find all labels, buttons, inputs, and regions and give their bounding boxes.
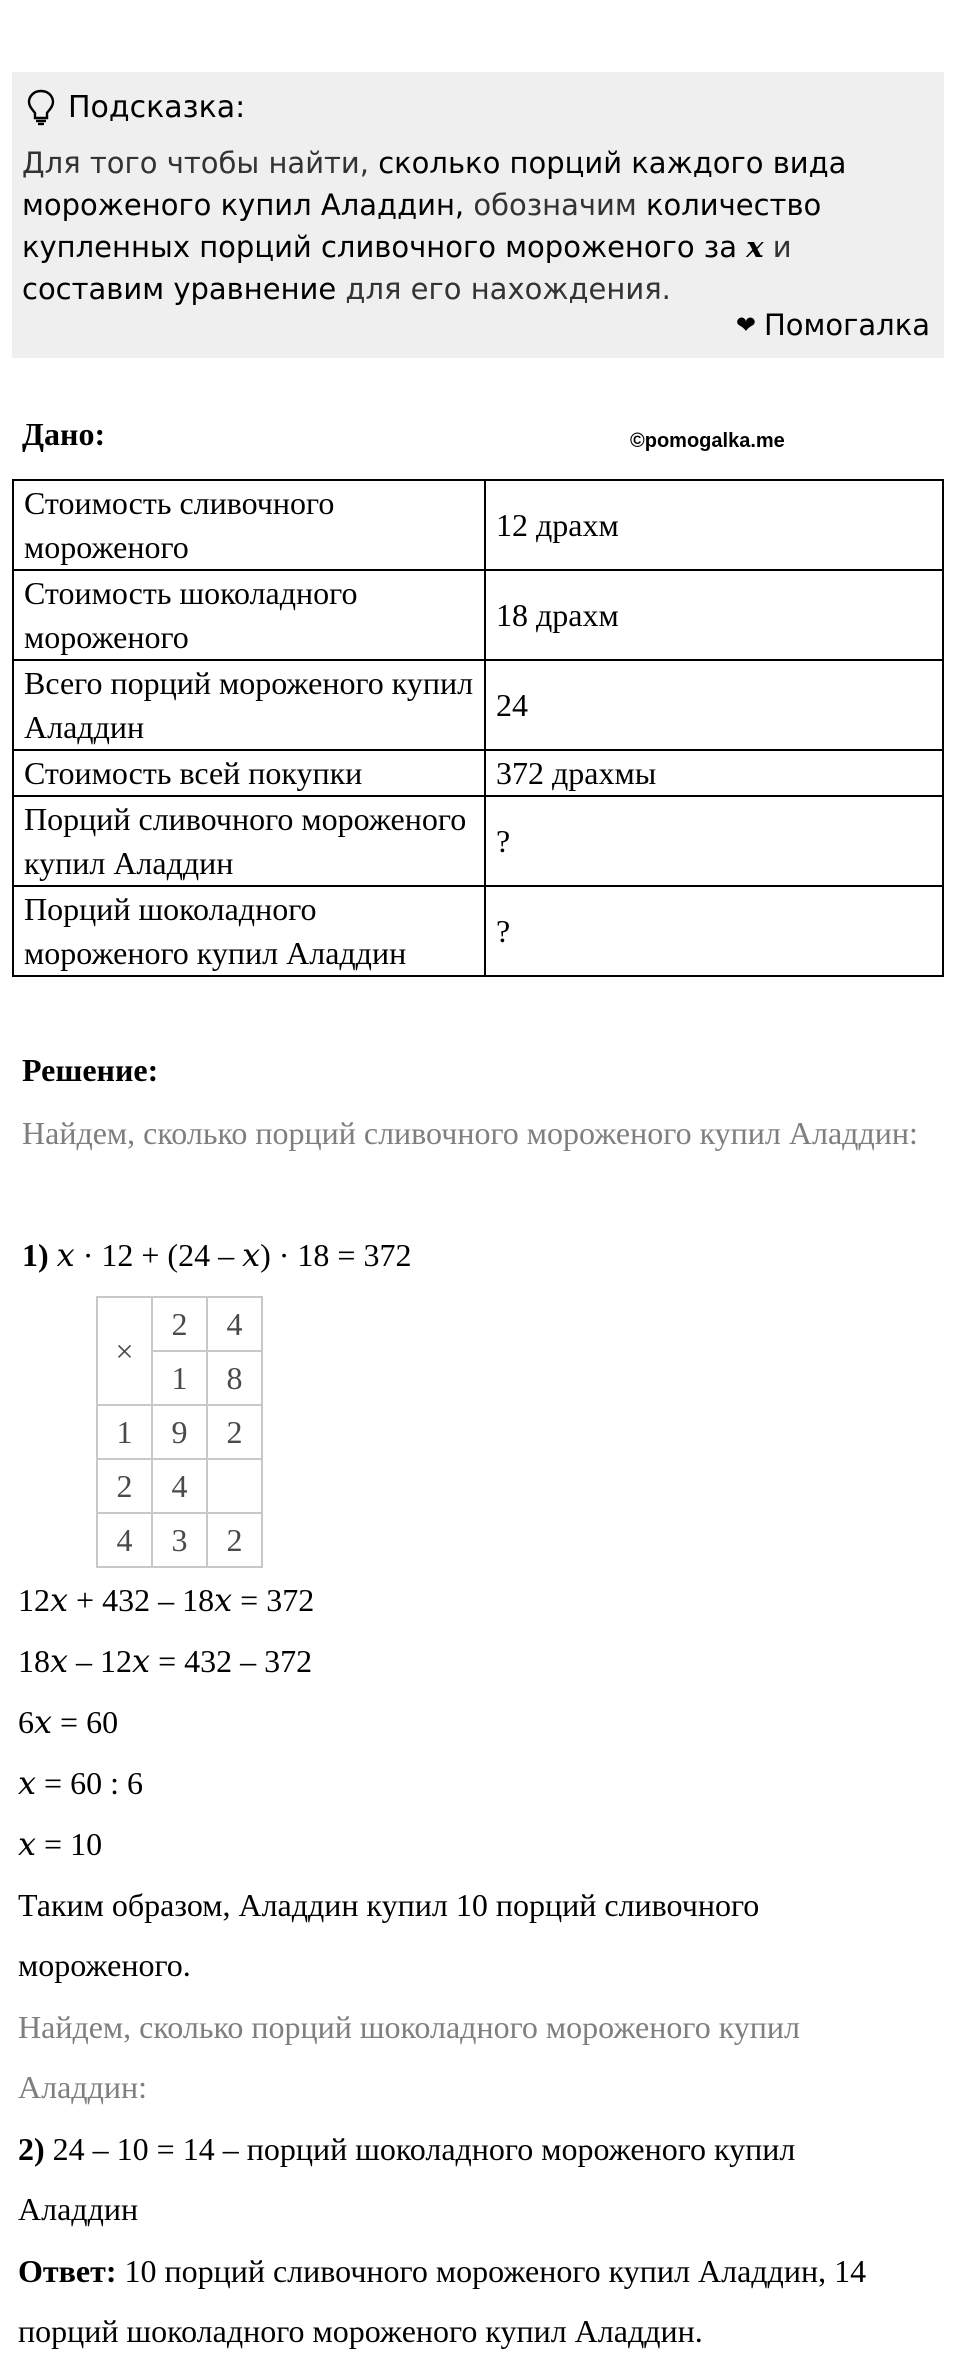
step-number: 2) [18,2131,45,2167]
mult-digit: 2 [207,1405,262,1459]
brand-signature [736,308,930,342]
mult-digit: 8 [207,1351,262,1405]
mult-digit: 1 [97,1405,152,1459]
hint-text [22,142,932,310]
table-row [13,886,943,976]
equation-part: + 432 – 18 [68,1582,215,1618]
table-row [13,660,943,750]
variable-x: x [34,1703,53,1741]
given-title: Дано: [22,416,106,452]
mult-row [97,1297,262,1351]
column-multiplication [96,1296,263,1568]
step-2-text: 24 – 10 = 14 – порций шоколадного мороженого купил Аладдин [18,2131,796,2227]
variable-x: x [50,1642,69,1680]
hint-text-part: обозначим [464,188,646,222]
mult-row [97,1459,262,1513]
variable-x: x [242,1236,261,1274]
answer [18,2241,938,2361]
solution-title: Решение: [22,1052,159,1088]
mult-digit: 2 [152,1297,207,1351]
watermark: ©pomogalka.me [630,430,785,452]
hint-header [26,82,245,132]
mult-digit: 2 [207,1513,262,1567]
variable-x: x [132,1642,151,1680]
table-cell-value: 12 драхм [485,480,943,570]
table-row [13,796,943,886]
equation-line [18,1814,102,1874]
answer-label: Ответ: [18,2253,117,2289]
brand-name: Помогалка [764,308,930,342]
equation-part: – 12 [68,1643,133,1679]
table-row [13,750,943,796]
table-cell-value: 372 драхмы [485,750,943,796]
mult-digit: 3 [152,1513,207,1567]
equation-line [18,1631,312,1691]
hint-title: Подсказка: [68,89,246,125]
table-cell-value: ? [485,796,943,886]
equation-part: 18 [18,1643,50,1679]
variable-x: x [18,1825,37,1863]
table-row [13,570,943,660]
table-cell-label: Стоимость шоколадного мороженого [13,570,485,660]
table-cell-label: Порций сливочного мороженого купил Аладдин [13,796,485,886]
multiply-sign: × [97,1297,152,1405]
table-cell-label: Стоимость сливочного мороженого [13,480,485,570]
solution-intro-1: Найдем, сколько порций сливочного мороженого купил Аладдин: [22,1115,918,1151]
step-1-equation [22,1225,411,1285]
equation-part: · 12 + (24 – [74,1237,243,1273]
hint-emphasis: количество купленных порций сливочного мороженого за [22,188,822,264]
equation-part: ) · 18 = 372 [260,1237,412,1273]
table-cell-label: Стоимость всей покупки [13,750,485,796]
mult-digit: 4 [97,1513,152,1567]
variable-x: x [50,1581,69,1619]
hint-emphasis: составим уравнение [22,272,337,306]
table-cell-value: 24 [485,660,943,750]
step-2-equation [18,2119,918,2239]
hint-text-part: для его нахождения. [336,272,671,306]
hint-emphasis: сколько порций каждого вида мороженого купил Аладдин, [22,146,847,222]
variable-x: x [214,1581,233,1619]
equation-line [18,1692,118,1752]
mult-digit: 2 [97,1459,152,1513]
equation-part: = 60 : 6 [36,1765,143,1801]
mult-digit: 9 [152,1405,207,1459]
variable-x: x [18,1764,37,1802]
table-cell-value: ? [485,886,943,976]
heart-icon: ❤ [735,311,756,339]
hint-text-part: Для того чтобы найти, [22,146,379,180]
hint-text-part: и [763,230,792,264]
equation-part: = 372 [232,1582,315,1618]
equation-part: = 60 [52,1704,119,1740]
table-cell-label: Всего порций мороженого купил Аладдин [13,660,485,750]
mult-digit: 1 [152,1351,207,1405]
mult-row [97,1513,262,1567]
mult-digit [207,1459,262,1513]
given-table [12,479,944,977]
equation-part: 12 [18,1582,50,1618]
equation-part: = 432 – 372 [150,1643,313,1679]
table-cell-label: Порций шоколадного мороженого купил Аладдин [13,886,485,976]
equation-line [18,1753,143,1813]
hint-box [12,72,944,358]
variable-x: x [56,1236,75,1274]
answer-text: 10 порций сливочного мороженого купил Аладдин, 14 порций шоколадного мороженого купил Аладдин. [18,2253,867,2349]
table-cell-value: 18 драхм [485,570,943,660]
mult-row [97,1405,262,1459]
equation-part: 6 [18,1704,34,1740]
conclusion-1: Таким образом, Аладдин купил 10 порций сливочного мороженого. [18,1887,760,1983]
mult-digit: 4 [152,1459,207,1513]
equation-line [18,1570,314,1630]
mult-digit: 4 [207,1297,262,1351]
variable-x: x [746,230,764,264]
table-row [13,480,943,570]
step-number: 1) [22,1237,49,1273]
lightbulb-icon [26,88,56,126]
equation-part: = 10 [36,1826,103,1862]
solution-intro-2: Найдем, сколько порций шоколадного мороженого купил Аладдин: [18,2009,801,2105]
